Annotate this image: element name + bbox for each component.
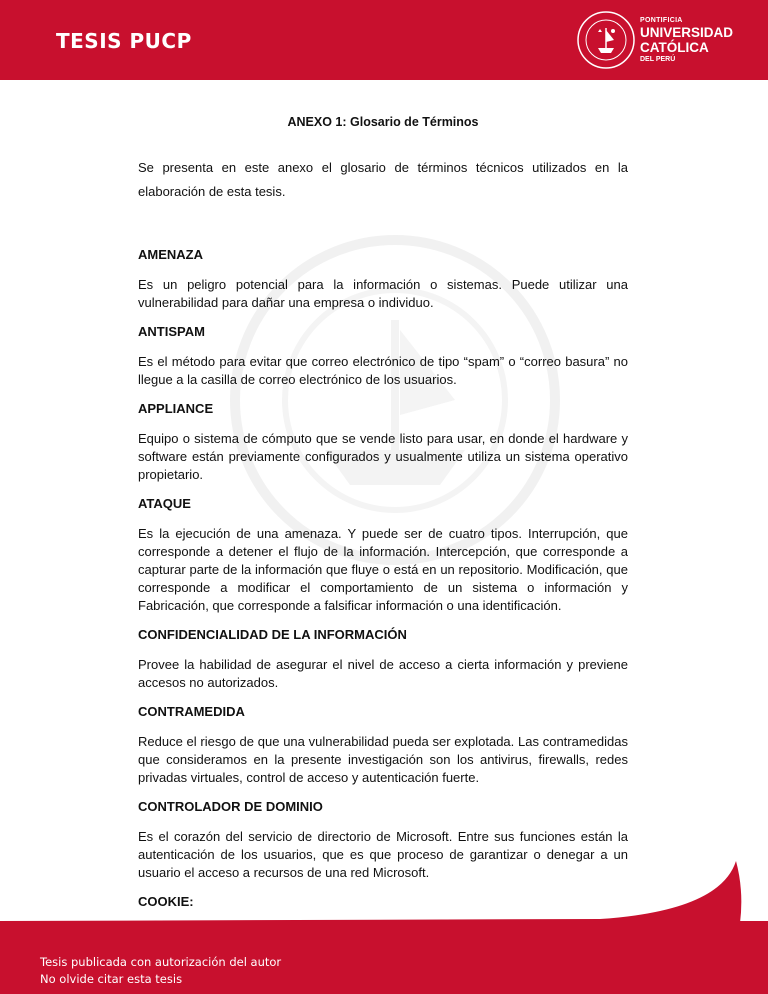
university-line1: PONTIFICIA <box>640 17 683 24</box>
annex-title: ANEXO 1: Glosario de Términos <box>287 115 479 129</box>
glossary-definition: Es el corazón del servicio de directorio de Microsoft. Entre sus funciones están la autenticación de los usuarios, que es que proceso de garantizar o denegar a un usuario el acceso a recursos de una red Microsoft. <box>138 829 628 880</box>
glossary-term: CONTROLADOR DE DOMINIO <box>138 799 323 814</box>
footer-citation-note: No olvide citar esta tesis <box>40 972 183 986</box>
glossary-definition: Es la ejecución de una amenaza. Y puede ser de cuatro tipos. Interrupción, que corresponde a detener el flujo de la información. Intercepción, que corresponde a capturar parte de la información que fluye o está en un repositorio. Modificación, que corresponde a modificar el comportamiento de un sistema o información y Fabricación, que corresponde a falsificar información o una identificación. <box>138 526 628 613</box>
university-line3: CATÓLICA <box>640 39 709 55</box>
glossary-entry <box>138 495 628 615</box>
glossary-term: CONTRAMEDIDA <box>138 704 245 719</box>
glossary-term: ATAQUE <box>138 496 191 511</box>
glossary-definition: Es el método para evitar que correo electrónico de tipo “spam” o “correo basura” no llegue a la casilla de correo electrónico de los usuarios. <box>138 354 628 387</box>
university-line4: DEL PERÚ <box>640 56 676 63</box>
glossary-list <box>138 246 628 923</box>
glossary-entry <box>138 246 628 312</box>
cookie-term-text: COOKIE <box>138 894 190 909</box>
glossary-term-cookie: COOKIE: <box>138 894 194 909</box>
glossary-term: AMENAZA <box>138 247 203 262</box>
header-title: TESIS PUCP <box>56 29 192 53</box>
glossary-term: APPLIANCE <box>138 401 214 416</box>
glossary-entry <box>138 703 628 787</box>
glossary-definition: Reduce el riesgo de que una vulnerabilidad pueda ser explotada. Las contramedidas que consideramos en la presente investigación son los antivirus, firewalls, redes privadas virtuales, control de acceso y autenticación fuerte. <box>138 734 628 785</box>
university-line2: UNIVERSIDAD <box>640 25 734 40</box>
university-logo-text <box>640 17 733 63</box>
glossary-term: CONFIDENCIALIDAD DE LA INFORMACIÓN <box>138 627 407 642</box>
glossary-definition: Equipo o sistema de cómputo que se vende listo para usar, en donde el hardware y software están previamente configurados y usualmente utiliza un sistema operativo propietario. <box>138 431 628 482</box>
footer-publication-note: Tesis publicada con autorización del autor <box>40 955 282 969</box>
footer-bar <box>0 921 768 994</box>
glossary-definition: Es un peligro potencial para la información o sistemas. Puede utilizar una vulnerabilidad para dañar una empresa o individuo. <box>138 277 628 310</box>
glossary-definition: Provee la habilidad de asegurar el nivel de acceso a cierta información y previene accesos no autorizados. <box>138 657 628 690</box>
university-seal-icon <box>576 10 636 70</box>
glossary-entry <box>138 323 628 389</box>
glossary-term: ANTISPAM <box>138 324 205 339</box>
footer-curve-shape <box>0 861 768 923</box>
header-bar <box>0 0 768 80</box>
intro-paragraph: Se presenta en este anexo el glosario de términos técnicos utilizados en la elaboración de esta tesis. <box>138 160 628 199</box>
glossary-entry <box>138 400 628 484</box>
glossary-entry <box>138 626 628 692</box>
